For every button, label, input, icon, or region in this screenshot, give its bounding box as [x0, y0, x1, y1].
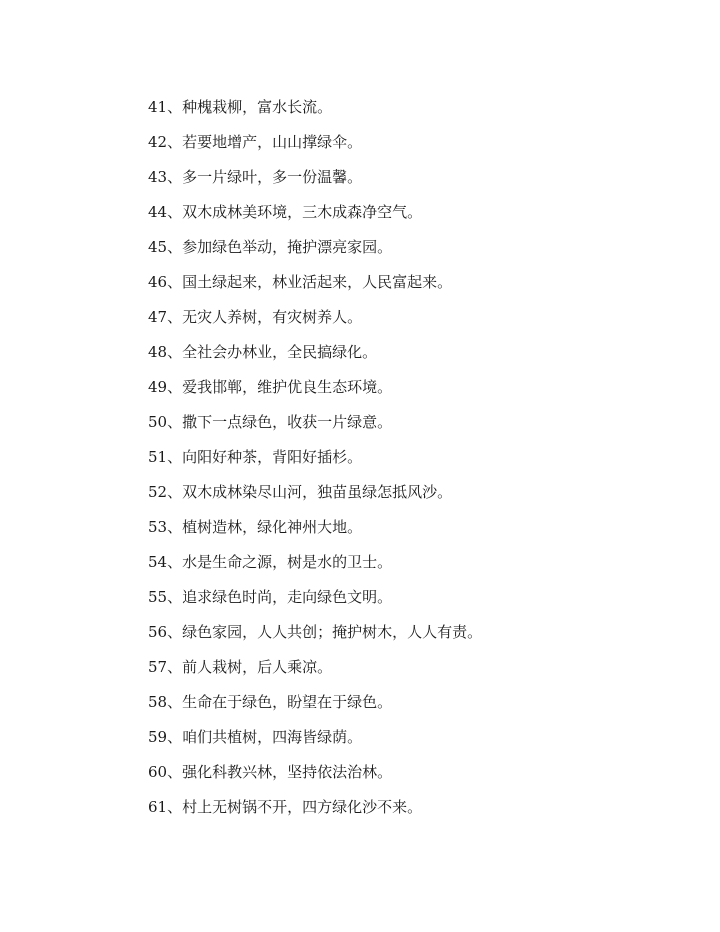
- list-item: 54、水是生命之源，树是水的卫士。: [148, 553, 393, 571]
- list-item: 58、生命在于绿色，盼望在于绿色。: [148, 693, 393, 711]
- list-item: 44、双木成林美环境，三木成森净空气。: [148, 203, 423, 221]
- list-item: 42、若要地增产，山山撑绿伞。: [148, 133, 363, 151]
- slogan-list: [148, 94, 688, 829]
- list-item: 41、种槐栽柳，富水长流。: [148, 98, 333, 116]
- list-item: 56、绿色家园，人人共创；掩护树木，人人有责。: [148, 623, 483, 641]
- list-item: 43、多一片绿叶，多一份温馨。: [148, 168, 363, 186]
- list-item: 52、双木成林染尽山河，独苗虽绿怎抵风沙。: [148, 483, 453, 501]
- list-item: 60、强化科教兴林，坚持依法治林。: [148, 763, 393, 781]
- list-item: 50、撒下一点绿色，收获一片绿意。: [148, 413, 393, 431]
- list-item: 57、前人栽树，后人乘凉。: [148, 658, 333, 676]
- list-item: 53、植树造林，绿化神州大地。: [148, 518, 363, 536]
- list-item: 48、全社会办林业，全民搞绿化。: [148, 343, 378, 361]
- list-item: 51、向阳好种茶，背阳好插杉。: [148, 448, 363, 466]
- list-item: 47、无灾人养树，有灾树养人。: [148, 308, 363, 326]
- list-item: 61、村上无树锅不开，四方绿化沙不来。: [148, 798, 423, 816]
- list-item: 49、爱我邯郸，维护优良生态环境。: [148, 378, 393, 396]
- list-item: 46、国土绿起来，林业活起来，人民富起来。: [148, 273, 453, 291]
- list-item: 55、追求绿色时尚，走向绿色文明。: [148, 588, 393, 606]
- list-item: 59、咱们共植树，四海皆绿荫。: [148, 728, 363, 746]
- list-item: 45、参加绿色举动，掩护漂亮家园。: [148, 238, 393, 256]
